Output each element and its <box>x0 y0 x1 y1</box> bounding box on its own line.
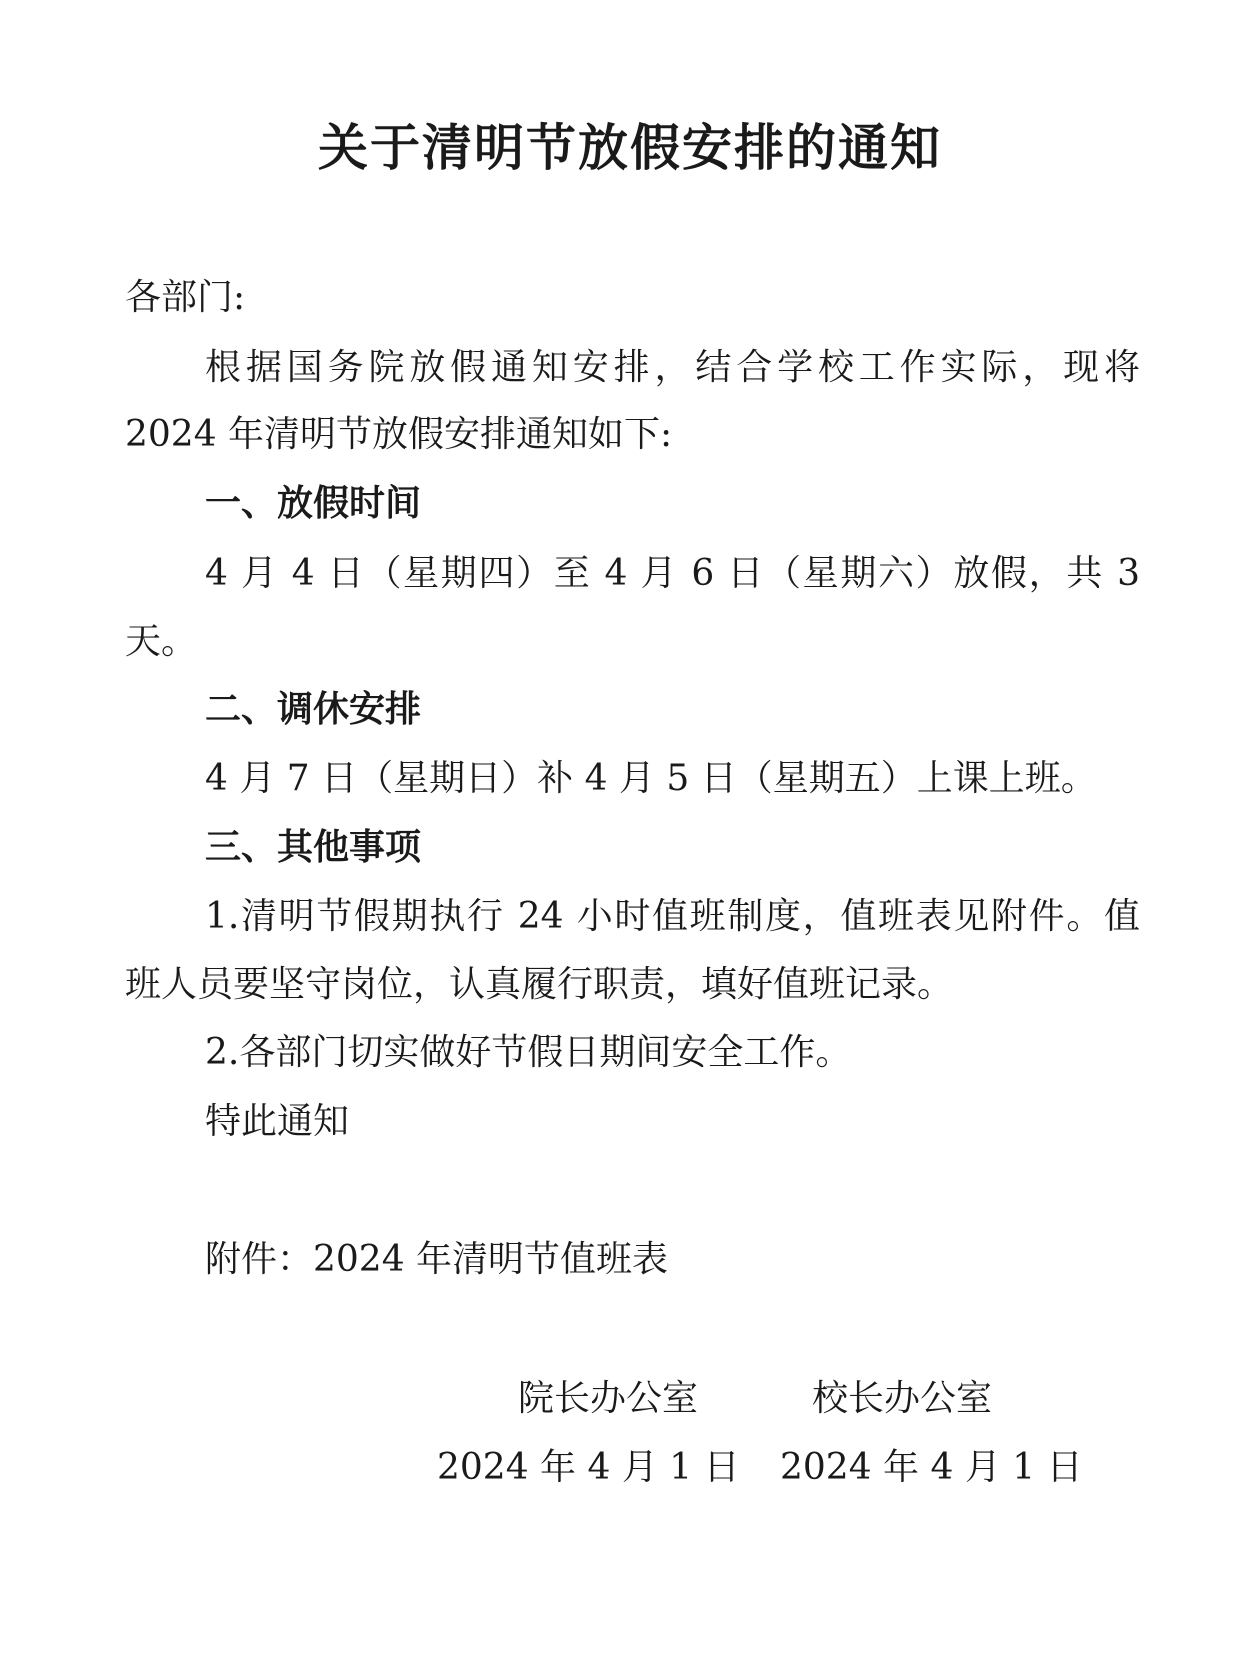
other-matters-item-1-line-1: 1.清明节假期执行 24 小时值班制度，值班表见附件。值 <box>205 896 1140 937</box>
makeup-arrangement-line: 4 月 7 日（星期日）补 4 月 5 日（星期五）上课上班。 <box>205 758 1097 799</box>
signature-office-dean: 院长办公室 <box>518 1378 699 1419</box>
holiday-time-line-1: 4 月 4 日（星期四）至 4 月 6 日（星期六）放假，共 3 <box>205 553 1140 594</box>
signature-office-president: 校长办公室 <box>812 1378 993 1419</box>
closing-remark: 特此通知 <box>205 1101 350 1142</box>
holiday-time-line-2: 天。 <box>125 621 198 662</box>
salutation: 各部门: <box>125 277 246 318</box>
section-heading-holiday-time: 一、放假时间 <box>205 483 422 524</box>
signature-date-dean: 2024 年 4 月 1 日 <box>437 1447 740 1488</box>
other-matters-item-2: 2.各部门切实做好节假日期间安全工作。 <box>205 1032 852 1073</box>
intro-line-2: 2024 年清明节放假安排通知如下: <box>125 414 673 455</box>
attachment-line: 附件：2024 年清明节值班表 <box>205 1239 669 1280</box>
section-heading-other-matters: 三、其他事项 <box>205 827 422 868</box>
intro-line-1: 根据国务院放假通知安排，结合学校工作实际，现将 <box>205 347 1140 388</box>
section-heading-makeup-arrangement: 二、调休安排 <box>205 689 422 730</box>
document-title: 关于清明节放假安排的通知 <box>318 119 942 177</box>
other-matters-item-1-line-2: 班人员要坚守岗位，认真履行职责，填好值班记录。 <box>125 964 954 1005</box>
signature-date-president: 2024 年 4 月 1 日 <box>780 1447 1083 1488</box>
